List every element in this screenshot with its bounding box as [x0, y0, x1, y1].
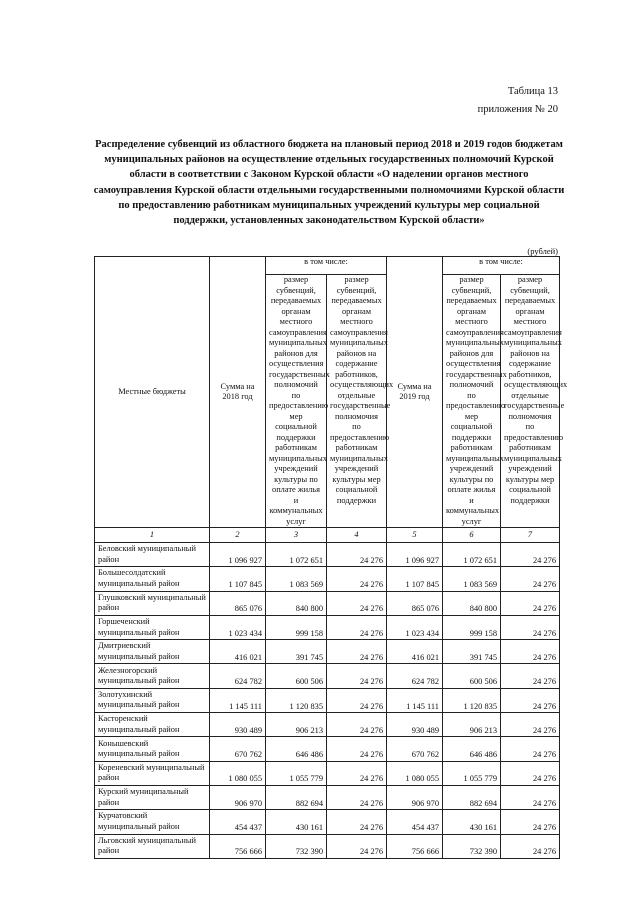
subsidy-social-support-2019: 1 055 779 [443, 761, 501, 785]
document-title: Распределение субвенций из областного бюджета на плановый период 2018 и 2019 годов бюджетам муниципальных районов на осуществление отдельных государственных полномочий Курской области в соответствии с Законом Курской области «О наделении органов местного самоуправления Курской области отдельными государственными полномочиями Курской области по предоставлению работникам муниципальных учреждений культуры мер социальной поддержки, установленных законодательством Курской области» [93, 139, 565, 227]
table-row [95, 834, 560, 858]
subsidy-social-support-2018: 600 506 [266, 664, 327, 688]
sum-2018: 454 437 [210, 810, 266, 834]
subsidy-staff-2018: 24 276 [327, 761, 387, 785]
subsidy-social-support-2018: 391 745 [266, 640, 327, 664]
sum-2018: 1 107 845 [210, 567, 266, 591]
subsidy-table [94, 256, 568, 859]
sum-2018: 1 023 434 [210, 615, 266, 639]
header-subsidy-staff-2018: размер субвенций, передаваемых органам местного самоуправления муниципальных районов на содержание работников, осуществляющих отдельные государственные полномочия по предоставлению работникам муниципальных учреждений культуры мер социальной поддержки [327, 275, 387, 528]
subsidy-staff-2019: 24 276 [501, 713, 560, 737]
sum-2019: 1 096 927 [387, 543, 443, 567]
column-number: 3 [266, 528, 327, 543]
subsidy-staff-2018: 24 276 [327, 640, 387, 664]
subsidy-staff-2019: 24 276 [501, 834, 560, 858]
sum-2019: 756 666 [387, 834, 443, 858]
column-number: 2 [210, 528, 266, 543]
sum-2018: 624 782 [210, 664, 266, 688]
subsidy-social-support-2019: 882 694 [443, 785, 501, 809]
district-name: Беловский муниципальный район [95, 543, 210, 567]
header-subsidy-staff-2019: размер субвенций, передаваемых органам местного самоуправления муниципальных районов на содержание работников, осуществляющих отдельные государственные полномочия по предоставлению работникам муниципальных учреждений культуры мер социальной поддержки [501, 275, 560, 528]
subsidy-staff-2018: 24 276 [327, 543, 387, 567]
table-row [95, 543, 560, 567]
table-row [95, 785, 560, 809]
sum-2019: 930 489 [387, 713, 443, 737]
subsidy-staff-2019: 24 276 [501, 567, 560, 591]
header-including-2019: в том числе: [443, 257, 560, 275]
header-subsidy-social-support-2019: размер субвенций, передаваемых органам местного самоуправления муниципальных районов для осуществления государственных полномочий по предоставлению мер социальной поддержки работникам муниципальных учреждений культуры по оплате жилья и коммунальных услуг [443, 275, 501, 528]
table-row [95, 615, 560, 639]
header-sum-2019: Сумма на 2019 год [387, 257, 443, 528]
table-row [95, 664, 560, 688]
district-name: Горшеченский муниципальный район [95, 615, 210, 639]
sum-2018: 416 021 [210, 640, 266, 664]
sum-2019: 906 970 [387, 785, 443, 809]
sum-2019: 416 021 [387, 640, 443, 664]
subsidy-staff-2019: 24 276 [501, 543, 560, 567]
subsidy-staff-2018: 24 276 [327, 785, 387, 809]
district-name: Курский муниципальный район [95, 785, 210, 809]
subsidy-social-support-2019: 1 083 569 [443, 567, 501, 591]
subsidy-social-support-2018: 882 694 [266, 785, 327, 809]
subsidy-social-support-2019: 646 486 [443, 737, 501, 761]
sum-2019: 1 023 434 [387, 615, 443, 639]
district-name: Железногорский муниципальный район [95, 664, 210, 688]
subsidy-staff-2019: 24 276 [501, 737, 560, 761]
district-name: Касторенский муниципальный район [95, 713, 210, 737]
sum-2019: 865 076 [387, 591, 443, 615]
subsidy-social-support-2018: 1 055 779 [266, 761, 327, 785]
sum-2018: 865 076 [210, 591, 266, 615]
district-name: Глушковский муниципальный район [95, 591, 210, 615]
subsidy-social-support-2018: 1 083 569 [266, 567, 327, 591]
subsidy-social-support-2019: 999 158 [443, 615, 501, 639]
district-name: Курчатовский муниципальный район [95, 810, 210, 834]
subsidy-staff-2018: 24 276 [327, 591, 387, 615]
subsidy-social-support-2019: 1 120 835 [443, 688, 501, 712]
subsidy-staff-2018: 24 276 [327, 615, 387, 639]
sum-2018: 1 080 055 [210, 761, 266, 785]
subsidy-staff-2019: 24 276 [501, 688, 560, 712]
subsidy-social-support-2018: 1 072 651 [266, 543, 327, 567]
header-including-2018: в том числе: [266, 257, 387, 275]
subsidy-social-support-2019: 732 390 [443, 834, 501, 858]
subsidy-staff-2018: 24 276 [327, 713, 387, 737]
subsidy-social-support-2018: 1 120 835 [266, 688, 327, 712]
sum-2019: 624 782 [387, 664, 443, 688]
subsidy-staff-2018: 24 276 [327, 834, 387, 858]
subsidy-staff-2019: 24 276 [501, 615, 560, 639]
subsidy-social-support-2019: 391 745 [443, 640, 501, 664]
sum-2018: 756 666 [210, 834, 266, 858]
district-name: Большесолдатский муниципальный район [95, 567, 210, 591]
sum-2019: 1 080 055 [387, 761, 443, 785]
table-number: Таблица 13 [507, 86, 558, 97]
district-name: Золотухинский муниципальный район [95, 688, 210, 712]
subsidy-social-support-2019: 906 213 [443, 713, 501, 737]
subsidy-social-support-2018: 430 161 [266, 810, 327, 834]
column-number: 7 [501, 528, 560, 543]
sum-2019: 670 762 [387, 737, 443, 761]
subsidy-social-support-2018: 999 158 [266, 615, 327, 639]
column-number: 6 [443, 528, 501, 543]
table-row [95, 713, 560, 737]
subsidy-social-support-2018: 840 800 [266, 591, 327, 615]
sum-2019: 1 107 845 [387, 567, 443, 591]
sum-2019: 1 145 111 [387, 688, 443, 712]
subsidy-staff-2019: 24 276 [501, 810, 560, 834]
subsidy-staff-2019: 24 276 [501, 640, 560, 664]
sum-2018: 670 762 [210, 737, 266, 761]
sum-2018: 1 145 111 [210, 688, 266, 712]
sum-2018: 906 970 [210, 785, 266, 809]
subsidy-staff-2019: 24 276 [501, 785, 560, 809]
subsidy-staff-2019: 24 276 [501, 591, 560, 615]
column-number: 5 [387, 528, 443, 543]
column-number: 1 [95, 528, 210, 543]
subsidy-staff-2018: 24 276 [327, 810, 387, 834]
district-name: Конышевский муниципальный район [95, 737, 210, 761]
sum-2019: 454 437 [387, 810, 443, 834]
table-row [95, 591, 560, 615]
sum-2018: 930 489 [210, 713, 266, 737]
table-row [95, 567, 560, 591]
header-sum-2018: Сумма на 2018 год [210, 257, 266, 528]
subsidy-social-support-2019: 840 800 [443, 591, 501, 615]
subsidy-social-support-2018: 906 213 [266, 713, 327, 737]
table-row [95, 810, 560, 834]
table-row [95, 688, 560, 712]
subsidy-social-support-2018: 732 390 [266, 834, 327, 858]
district-name: Кореневский муниципальный район [95, 761, 210, 785]
district-name: Льговский муниципальный район [95, 834, 210, 858]
table-row [95, 640, 560, 664]
subsidy-staff-2019: 24 276 [501, 761, 560, 785]
header-subsidy-social-support-2018: размер субвенций, передаваемых органам местного самоуправления муниципальных районов для осуществления государственных полномочий по предоставлению мер социальной поддержки работникам муниципальных учреждений культуры по оплате жилья и коммунальных услуг [266, 275, 327, 528]
subsidy-staff-2018: 24 276 [327, 664, 387, 688]
subsidy-staff-2018: 24 276 [327, 737, 387, 761]
header-local-budgets: Местные бюджеты [95, 257, 210, 528]
unit-label: (рублей) [527, 246, 558, 256]
table-row [95, 761, 560, 785]
subsidy-social-support-2019: 1 072 651 [443, 543, 501, 567]
column-number-row [95, 528, 560, 543]
district-name: Дмитриевский муниципальный район [95, 640, 210, 664]
subsidy-staff-2019: 24 276 [501, 664, 560, 688]
appendix-reference: приложения № 20 [477, 104, 558, 115]
table-row [95, 737, 560, 761]
subsidy-social-support-2018: 646 486 [266, 737, 327, 761]
subsidy-staff-2018: 24 276 [327, 567, 387, 591]
column-number: 4 [327, 528, 387, 543]
sum-2018: 1 096 927 [210, 543, 266, 567]
subsidy-social-support-2019: 600 506 [443, 664, 501, 688]
subsidy-staff-2018: 24 276 [327, 688, 387, 712]
subsidy-social-support-2019: 430 161 [443, 810, 501, 834]
